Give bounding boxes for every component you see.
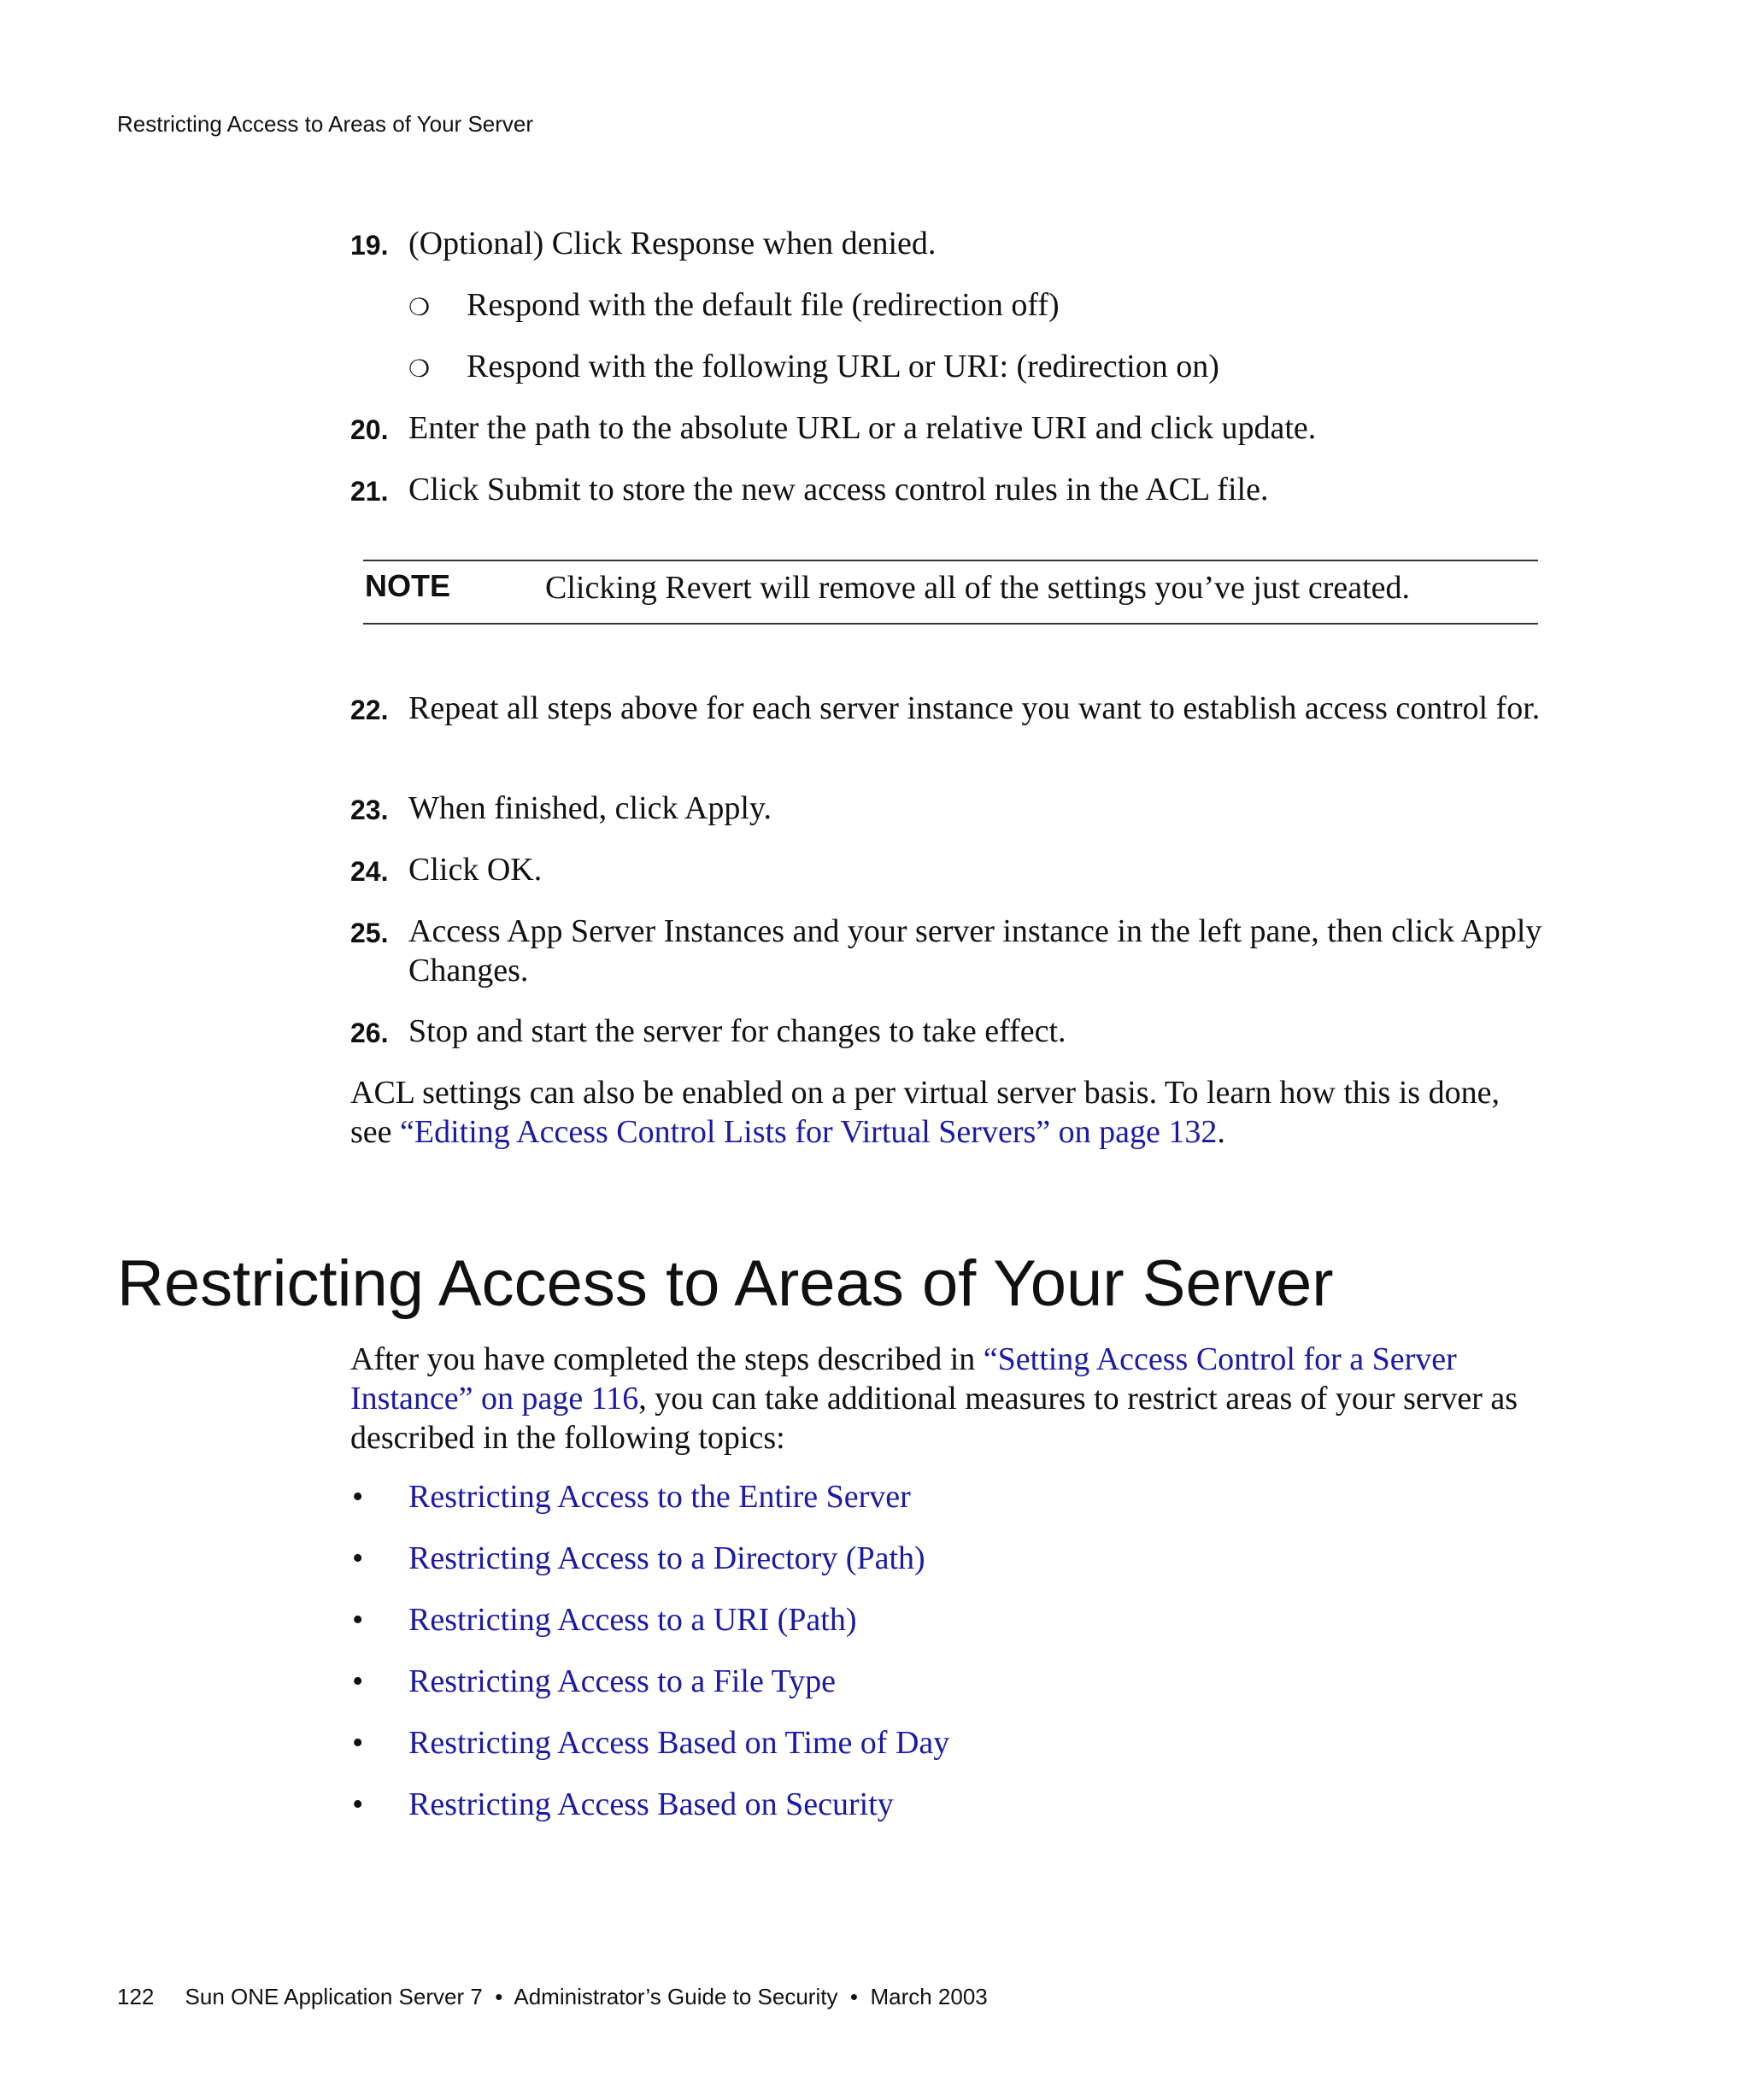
- footer-text: Sun ONE Application Server 7 • Administrator’s Guide to Security • March 2003: [185, 1984, 988, 2009]
- step-text: Enter the path to the absolute URL or a relative URI and click update.: [408, 410, 1317, 446]
- setting-access-control-link[interactable]: “Setting Access Control for a Server Instance” on page 116: [350, 1341, 1457, 1417]
- step-20: [350, 408, 1547, 448]
- step-text: (Optional) Click Response when denied.: [408, 226, 937, 261]
- bullet-icon: •: [352, 1602, 364, 1638]
- step-text: Click Submit to store the new access control rules in the ACL file.: [408, 472, 1269, 507]
- note-box: [363, 560, 1538, 625]
- step-text: When finished, click Apply.: [408, 790, 772, 826]
- bullet-icon: •: [352, 1725, 364, 1761]
- step-text: Click OK.: [408, 852, 543, 888]
- note-text: Clicking Revert will remove all of the settings you’ve just created.: [545, 570, 1411, 606]
- sub-option-url: [408, 347, 1219, 386]
- step-26: [350, 1012, 1547, 1051]
- topic-item: [350, 1600, 857, 1640]
- editing-acl-virtual-servers-link[interactable]: “Editing Access Control Lists for Virtual Servers” on page 132: [400, 1114, 1218, 1150]
- section-title: Restricting Access to Areas of Your Server: [117, 1247, 1334, 1320]
- step-number: 21.: [350, 476, 389, 507]
- bullet-icon: •: [352, 1540, 364, 1576]
- topic-item: [350, 1539, 925, 1578]
- option-circle-icon: ❍: [408, 295, 431, 321]
- acl-paragraph-end: .: [1217, 1114, 1225, 1150]
- topic-link-time-of-day[interactable]: Restricting Access Based on Time of Day: [408, 1725, 950, 1761]
- topic-item: [350, 1785, 894, 1824]
- step-text: Stop and start the server for changes to take effect.: [408, 1013, 1066, 1049]
- page-number: 122: [117, 1984, 155, 2009]
- step-number: 24.: [350, 856, 389, 887]
- bullet-icon: •: [352, 1479, 364, 1515]
- topic-item: [350, 1477, 911, 1516]
- sub-option-default-file: [408, 285, 1060, 325]
- step-25: [350, 912, 1547, 990]
- step-22: [350, 689, 1547, 728]
- step-number: 19.: [350, 230, 389, 261]
- step-23: [350, 789, 1547, 828]
- option-circle-icon: ❍: [408, 356, 431, 383]
- section-intro: [350, 1340, 1547, 1458]
- step-number: 23.: [350, 795, 389, 825]
- topic-link-file-type[interactable]: Restricting Access to a File Type: [408, 1663, 837, 1699]
- intro-text-end: , you can take additional measures to restrict areas of your server as described in the following topics:: [350, 1381, 1518, 1456]
- step-number: 25.: [350, 918, 389, 948]
- step-21: [350, 470, 1547, 509]
- step-24: [350, 850, 1547, 889]
- bullet-icon: •: [352, 1786, 364, 1822]
- page-footer: [117, 1984, 988, 2010]
- step-number: 20.: [350, 414, 389, 445]
- note-label: NOTE: [365, 568, 451, 603]
- running-header: Restricting Access to Areas of Your Server: [117, 111, 534, 137]
- step-text: Access App Server Instances and your server instance in the left pane, then click Apply Changes.: [408, 913, 1542, 988]
- step-text: Repeat all steps above for each server instance you want to establish access control for.: [408, 690, 1541, 726]
- step-number: 26.: [350, 1018, 389, 1048]
- topic-link-uri[interactable]: Restricting Access to a URI (Path): [408, 1602, 857, 1638]
- topic-item: [350, 1723, 949, 1763]
- topic-link-security[interactable]: Restricting Access Based on Security: [408, 1786, 894, 1822]
- bullet-icon: •: [352, 1663, 364, 1699]
- topic-link-directory[interactable]: Restricting Access to a Directory (Path): [408, 1540, 925, 1576]
- acl-paragraph: [350, 1073, 1547, 1152]
- intro-text: After you have completed the steps described in: [350, 1341, 984, 1377]
- step-19: [350, 224, 1547, 263]
- topic-item: [350, 1662, 836, 1701]
- topic-link-entire-server[interactable]: Restricting Access to the Entire Server: [408, 1479, 911, 1515]
- sub-option-text: Respond with the default file (redirection off): [467, 287, 1060, 323]
- step-number: 22.: [350, 695, 389, 725]
- sub-option-text: Respond with the following URL or URI: (redirection on): [467, 349, 1219, 384]
- acl-paragraph-text: ACL settings can also be enabled on a per virtual server basis. To learn how this is done, see: [350, 1075, 1500, 1150]
